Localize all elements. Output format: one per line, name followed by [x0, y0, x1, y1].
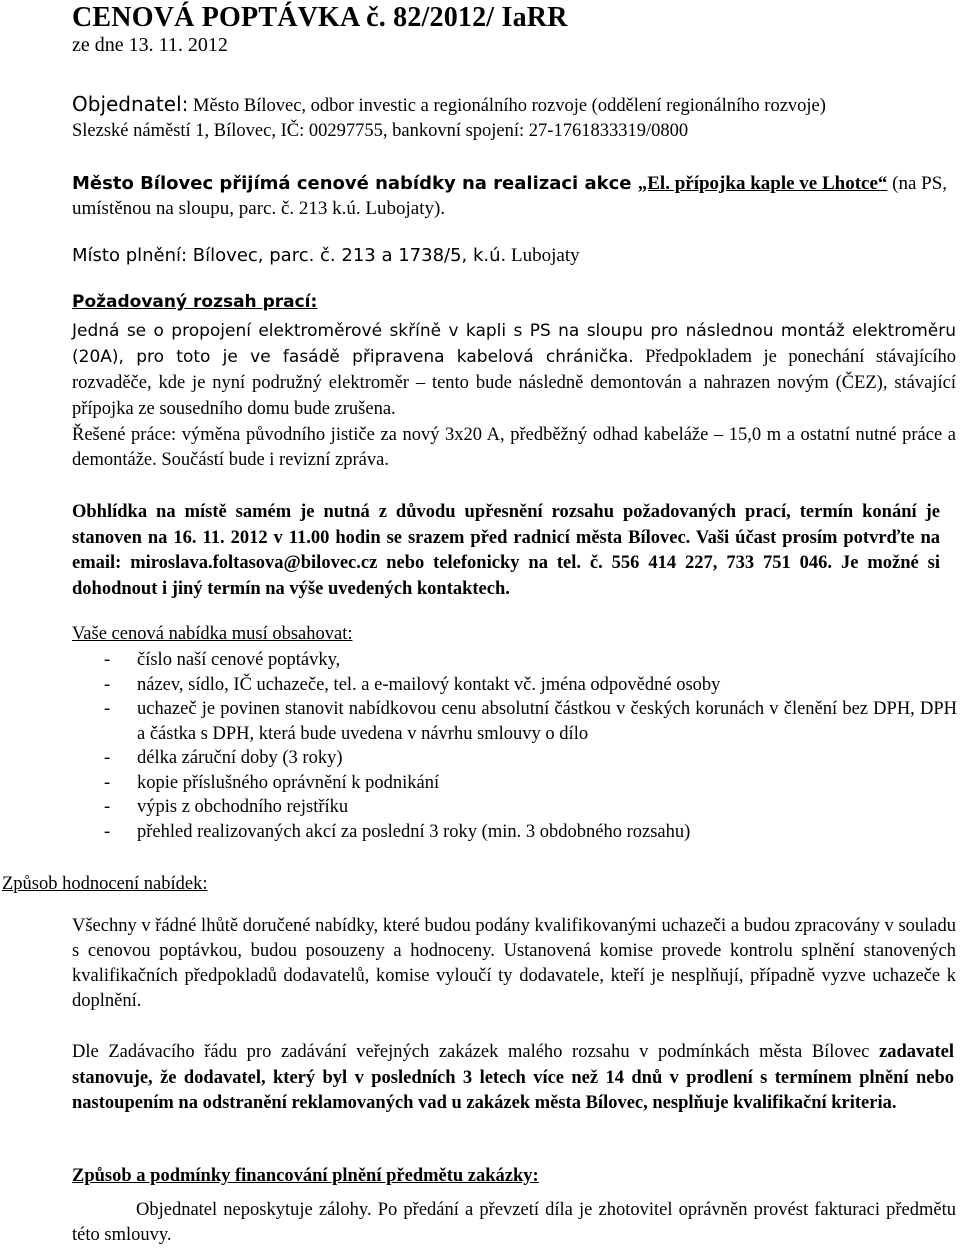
- scope-para1: Jedná se o propojení elektroměrové skříně v kapli s PS na sloupu pro následnou montáž elektroměru (20A), pro toto je ve fasádě připravena kabelová chránička.: [72, 321, 956, 367]
- page-title: CENOVÁ POPTÁVKA č. 82/2012/ IaRR: [72, 2, 568, 33]
- acceptance-block: [72, 171, 957, 221]
- acceptance-intro: Město Bílovec přijímá cenové nabídky na realizaci akce: [72, 173, 638, 194]
- scope-heading: Požadovaný rozsah prací:: [72, 292, 318, 312]
- place-of-performance: [72, 245, 580, 267]
- list-dash: -: [104, 674, 111, 695]
- place-label: Místo plnění: Bílovec, parc. č. 213 a 1738/5, k.ú.: [72, 245, 507, 266]
- evaluation-heading: Způsob hodnocení nabídek:: [2, 874, 208, 894]
- requirements-list: [72, 648, 957, 844]
- document-date: ze dne 13. 11. 2012: [72, 34, 228, 56]
- acceptance-location: (na PS, umístěnou na sloupu, parc. č. 213 k.ú. Lubojaty).: [72, 173, 948, 219]
- requirements-heading: Vaše cenová nabídka musí obsahovat:: [72, 624, 353, 644]
- rule-condition: zadavatel stanovuje, že dodavatel, který byl v posledních 3 letech více než 14 dnů v prodlení s termínem plnění nebo nastoupením na odstranění reklamovaných vad u zakázek města Bílovec, nesplňuje kvalifikační kriteria.: [72, 1042, 954, 1113]
- project-name: „El. přípojka kaple ve Lhotce“: [637, 173, 888, 194]
- place-rest: Lubojaty: [506, 245, 580, 266]
- inspection-notice: Obhlídka na místě samém je nutná z důvodu upřesnění rozsahu požadovaných prací, termín konání je stanoven na 16. 11. 2012 v 11.00 hodin se srazem před radnicí města Bílovec. Vaši účast prosím potvrďte na email: miroslava.foltasova@bilovec.cz nebo telefonicky na tel. č. 556 414 227, 733 751 046. Je možné si dohodnout i jiný termín na výše uvedených kontaktech.: [72, 502, 940, 599]
- list-item: - číslo naší cenové poptávky,: [72, 648, 957, 673]
- orderer-label: Objednatel:: [72, 92, 189, 116]
- list-dash: -: [104, 797, 111, 817]
- financing-heading: Způsob a podmínky financování plnění předmětu zakázky:: [72, 1166, 539, 1186]
- scope-para1-rest: Předpokladem je ponechání stávajícího rozvaděče, kde je nyní podružný elektroměr – tento bude následně demontován a nahrazen novým (ČEZ), stávající přípojka ze sousedního domu bude zrušena.: [72, 347, 956, 419]
- orderer-name: Město Bílovec, odbor investic a regionálního rozvoje (oddělení regionálního rozvoje): [188, 96, 826, 116]
- scope-paragraph: [72, 318, 956, 422]
- orderer-block: [72, 92, 952, 144]
- list-item: - přehled realizovaných akcí za poslední 3 roky (min. 3 obdobného rozsahu): [72, 820, 957, 845]
- evaluation-paragraph: Všechny v řádné lhůtě doručené nabídky, které budou podány kvalifikovanými uchazeči a budou zpracovány v souladu s cenovou poptávkou, budou posouzeny a hodnoceny. Ustanovená komise provede kontrolu splnění stanovených kvalifikačních předpokladů dodavatelů, komise vyloučí ty dodavatele, kteří je nesplňují, případně vyzve uchazeče k doplnění.: [72, 916, 956, 1011]
- list-dash: -: [104, 772, 111, 793]
- financing-paragraph: Objednatel neposkytuje zálohy. Po předání a převzetí díla je zhotovitel oprávněn provést fakturaci předmětu této smlouvy.: [72, 1200, 956, 1245]
- list-item: - kopie příslušného oprávnění k podnikání: [72, 771, 957, 796]
- list-dash: -: [104, 650, 111, 670]
- qualification-rule: [72, 1040, 954, 1117]
- rule-intro: Dle Zadávacího řádu pro zadávání veřejných zakázek malého rozsahu v podmínkách města Bílovec: [72, 1042, 879, 1062]
- list-item: - délka záruční doby (3 roky): [72, 746, 957, 771]
- list-item: - uchazeč je povinen stanovit nabídkovou cenu absolutní částkou v českých korunách v členění bez DPH, DPH a částka s DPH, která bude uvedena v návrhu smlouvy o dílo: [104, 699, 957, 744]
- list-item: - název, sídlo, IČ uchazeče, tel. a e-mailový kontakt vč. jména odpovědné osoby: [72, 673, 957, 698]
- list-dash: -: [104, 821, 111, 842]
- list-dash: -: [104, 699, 111, 719]
- scope-works: Řešené práce: výměna původního jističe za nový 3x20 A, předběžný odhad kabeláže – 15,0 m a ostatní nutné práce a demontáže. Součástí bude i revizní zpráva.: [72, 425, 956, 470]
- list-dash: -: [104, 748, 111, 768]
- list-item: - výpis z obchodního rejstříku: [72, 795, 957, 820]
- orderer-address: Slezské náměstí 1, Bílovec, IČ: 00297755, bankovní spojení: 27-1761833319/0800: [72, 121, 689, 141]
